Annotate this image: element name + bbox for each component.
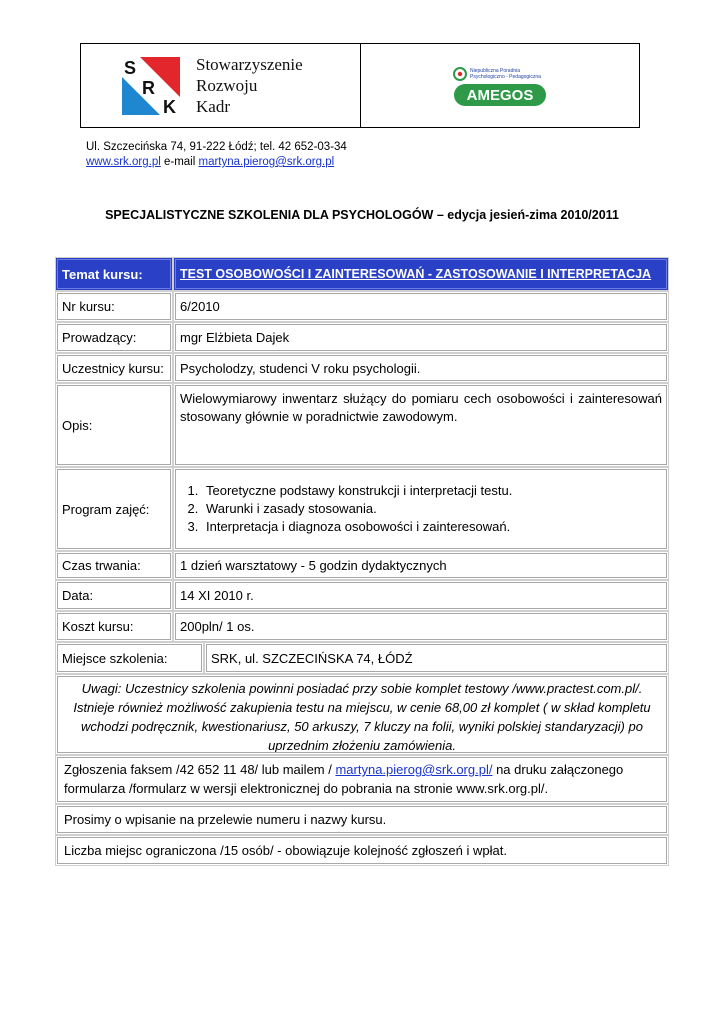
date-value: 14 XI 2010 r. [173, 580, 669, 611]
duration-label: Czas trwania: [55, 551, 173, 580]
description-text: Wielowymiarowy inwentarz służący do pomiaru cech osobowości i zainteresowań stosowany głównie w poradnictwie zawodowym. [180, 391, 662, 424]
org-name-line2: Rozwoju [196, 76, 258, 95]
row-number [55, 291, 669, 322]
org-name [196, 54, 303, 117]
remarks-text: Uwagi: Uczestnicy szkolenia powinni posiadać przy sobie komplet testowy /www.practest.com.pl/. Istnieje również możliwość zakupienia testu na miejscu, w cenie 68,00 zł komplet ( w skład kompletu wchodzi podręcznik, kwestionariusz, 50 arkuszy, 7 kluczy na folii, wyniki polskiej standaryzacji) po uprzednim złożeniu zamówienia. [55, 674, 669, 755]
row-registration [55, 755, 669, 804]
duration-value: 1 dzień warsztatowy - 5 godzin dydaktycznych [173, 551, 669, 580]
email-link[interactable]: martyna.pierog@srk.org.pl [198, 156, 335, 168]
cost-label: Koszt kursu: [55, 611, 173, 642]
header-divider [360, 43, 361, 128]
partner-name: AMEGOS [466, 87, 534, 104]
description-label: Opis: [55, 383, 173, 467]
program-list [180, 482, 512, 536]
email-label: e-mail [160, 156, 199, 168]
program-value [173, 467, 669, 551]
contact-links [86, 155, 347, 170]
row-transfer [55, 804, 669, 835]
row-lecturer [55, 322, 669, 353]
amegos-logo [450, 64, 548, 108]
program-item: 2. Warunki i zasady stosowania. [202, 500, 512, 518]
participants-value: Psycholodzy, studenci V roku psychologii. [173, 353, 669, 383]
topic-label: Temat kursu: [55, 257, 173, 291]
lecturer-label: Prowadzący: [55, 322, 173, 353]
row-limit [55, 835, 669, 866]
number-value: 6/2010 [173, 291, 669, 322]
page-title: SPECJALISTYCZNE SZKOLENIA DLA PSYCHOLOGÓW – edycja jesień-zima 2010/2011 [105, 208, 619, 222]
row-cost [55, 611, 669, 642]
transfer-text: Prosimy o wpisanie na przelewie numeru i nazwy kursu. [55, 804, 669, 835]
limit-text: Liczba miejsc ograniczona /15 osób/ - obowiązuje kolejność zgłoszeń i wpłat. [55, 835, 669, 866]
registration-email-link[interactable]: martyna.pierog@srk.org.pl/ [335, 762, 493, 777]
contact-block [86, 140, 347, 170]
row-topic [55, 257, 669, 291]
row-participants [55, 353, 669, 383]
org-name-line3: Kadr [196, 97, 230, 116]
registration-text-before: Zgłoszenia faksem /42 652 11 48/ lub mailem / [64, 762, 336, 777]
srk-logo [122, 57, 180, 115]
program-item: 3. Interpretacja i diagnoza osobowości i zainteresowań. [202, 518, 512, 536]
row-remarks [55, 674, 669, 755]
number-label: Nr kursu: [55, 291, 173, 322]
srk-letter-s: S [124, 58, 137, 78]
row-program [55, 467, 669, 551]
row-duration [55, 551, 669, 580]
lecturer-value: mgr Elżbieta Dajek [173, 322, 669, 353]
row-place [55, 642, 669, 674]
partner-small-line1: Niepubliczna Poradnia [470, 68, 521, 74]
description-value [173, 383, 669, 467]
contact-address: Ul. Szczecińska 74, 91-222 Łódź; tel. 42 652-03-34 [86, 141, 347, 153]
topic-value-text: TEST OSOBOWOŚCI I ZAINTERESOWAŃ - ZASTOSOWANIE I INTERPRETACJA [180, 267, 652, 281]
participants-label: Uczestnicy kursu: [55, 353, 173, 383]
program-item: 1. Teoretyczne podstawy konstrukcji i interpretacji testu. [202, 482, 512, 500]
website-link[interactable]: www.srk.org.pl [86, 156, 161, 168]
srk-letter-r: R [142, 78, 155, 98]
org-name-line1: Stowarzyszenie [196, 55, 303, 74]
partner-small-line2: Psychologiczno - Pedagogiczna [470, 74, 541, 80]
registration-cell [55, 755, 669, 804]
place-value: SRK, ul. SZCZECIŃSKA 74, ŁÓDŹ [204, 642, 669, 674]
registration-text-after: na druku załączonego formularza /formularz w wersji elektronicznej do pobrania na stronie www.srk.org.pl/. [64, 762, 624, 796]
topic-value [173, 257, 669, 291]
place-label: Miejsce szkolenia: [55, 642, 204, 674]
srk-letter-k: K [163, 97, 176, 115]
row-description [55, 383, 669, 467]
program-label: Program zajęć: [55, 467, 173, 551]
date-label: Data: [55, 580, 173, 611]
row-date [55, 580, 669, 611]
cost-value: 200pln/ 1 os. [173, 611, 669, 642]
